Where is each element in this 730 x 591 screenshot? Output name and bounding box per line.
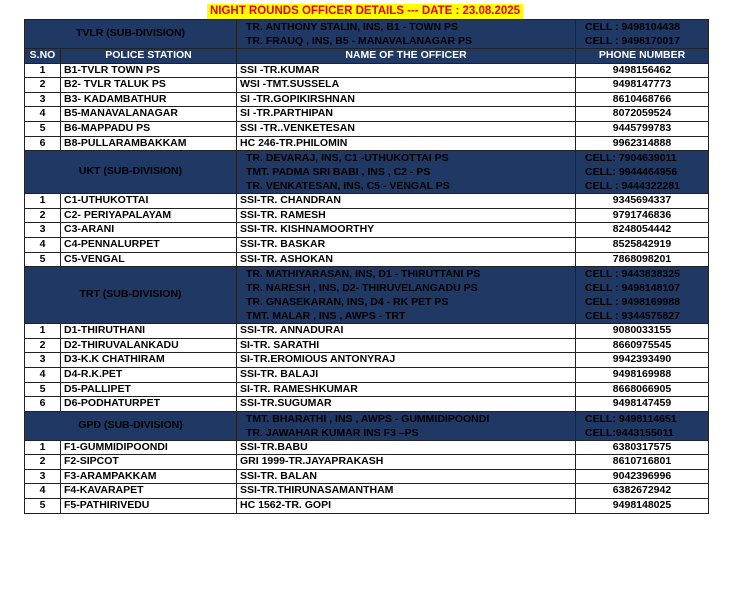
- officer-name: SI -TR.PARTHIPAN: [237, 107, 576, 122]
- table-row: [25, 367, 709, 382]
- phone-number: 9445799783: [576, 121, 709, 136]
- inspector-cell: CELL: 9498114651: [585, 412, 677, 425]
- night-rounds-table: [24, 19, 709, 514]
- serial-number: 2: [25, 338, 61, 353]
- subdivision-label: GPD (SUB-DIVISION): [25, 411, 237, 440]
- police-station: B6-MAPPADU PS: [61, 121, 237, 136]
- police-station: B3- KADAMBATHUR: [61, 92, 237, 107]
- inspector-name: TR. DEVARAJ, INS, C1 -UTHUKOTTAI PS: [246, 152, 449, 165]
- police-station: C4-PENNALURPET: [61, 237, 237, 252]
- officer-name: SI-TR. RAMESHKUMAR: [237, 382, 576, 397]
- phone-number: 9042396996: [576, 469, 709, 484]
- inspector-cell: CELL : 9498170017: [585, 35, 680, 47]
- phone-number: 8660975545: [576, 338, 709, 353]
- table-row: [25, 92, 709, 107]
- phone-number: 8525842919: [576, 237, 709, 252]
- serial-number: 1: [25, 440, 61, 455]
- serial-number: 1: [25, 324, 61, 339]
- serial-number: 3: [25, 469, 61, 484]
- subdivision-row: [25, 20, 709, 49]
- phone-number: 8072059524: [576, 107, 709, 122]
- phone-number: 6382672942: [576, 484, 709, 499]
- police-station: C1-UTHUKOTTAI: [61, 194, 237, 209]
- phone-number: 6380317575: [576, 440, 709, 455]
- table-row: [25, 324, 709, 339]
- inspector-name: TR. GNASEKARAN, INS, D4 - RK PET PS: [246, 296, 449, 309]
- serial-number: 5: [25, 382, 61, 397]
- serial-number: 4: [25, 237, 61, 252]
- title-banner: [0, 1, 730, 19]
- police-station: B8-PULLARAMBAKKAM: [61, 136, 237, 151]
- inspector-name: TR. FRAUQ , INS, B5 - MANAVALANAGAR PS: [246, 35, 472, 47]
- serial-number: 6: [25, 397, 61, 412]
- phone-number: 9498169988: [576, 367, 709, 382]
- inspector-cell: CELL: 9944464956: [585, 166, 678, 179]
- officer-name: SI-TR.EROMIOUS ANTONYRAJ: [237, 353, 576, 368]
- subdivision-row: [25, 411, 709, 440]
- officer-name: SI-TR. SARATHI: [237, 338, 576, 353]
- header-station: POLICE STATION: [61, 49, 237, 64]
- phone-number: 9498148025: [576, 499, 709, 514]
- subdivision-label: TRT (SUB-DIVISION): [25, 267, 237, 324]
- inspector-name: TR. VENKATESAN, INS, C5 - VENGAL PS: [246, 180, 450, 193]
- inspector-name: TR. ANTHONY STALIN, INS, B1 - TOWN PS: [246, 21, 458, 33]
- phone-number: 9942393490: [576, 353, 709, 368]
- police-station: D5-PALLIPET: [61, 382, 237, 397]
- subdivision-label: TVLR (SUB-DIVISION): [25, 20, 237, 49]
- officer-name: HC 246-TR.PHILOMIN: [237, 136, 576, 151]
- police-station: F4-KAVARAPET: [61, 484, 237, 499]
- table-row: [25, 237, 709, 252]
- phone-number: 7868098201: [576, 252, 709, 267]
- police-station: D2-THIRUVALANKADU: [61, 338, 237, 353]
- inspector-name: TMT. MALAR , INS , AWPS - TRT: [246, 310, 406, 323]
- serial-number: 2: [25, 208, 61, 223]
- serial-number: 3: [25, 92, 61, 107]
- inspector-name: TR. MATHIYARASAN, INS, D1 - THIRUTTANI PS: [246, 268, 481, 281]
- police-station: B2- TVLR TALUK PS: [61, 78, 237, 93]
- officer-name: SI -TR.GOPIKIRSHNAN: [237, 92, 576, 107]
- table-row: [25, 382, 709, 397]
- serial-number: 4: [25, 107, 61, 122]
- table-row: [25, 252, 709, 267]
- serial-number: 5: [25, 252, 61, 267]
- serial-number: 3: [25, 353, 61, 368]
- header-sno: S.NO: [25, 49, 61, 64]
- table-row: [25, 194, 709, 209]
- phone-number: 9080033155: [576, 324, 709, 339]
- inspector-cell: CELL: 7904639011: [585, 152, 677, 165]
- police-station: F1-GUMMIDIPOONDI: [61, 440, 237, 455]
- inspector-cell: CELL : 9443838325: [585, 268, 680, 281]
- phone-number: 9791746836: [576, 208, 709, 223]
- officer-name: SSI-TR. ASHOKAN: [237, 252, 576, 267]
- police-station: F2-SIPCOT: [61, 455, 237, 470]
- inspector-name: TR. JAWAHAR KUMAR INS F3 –PS: [246, 426, 419, 439]
- officer-name: SSI-TR. KISHNAMOORTHY: [237, 223, 576, 238]
- inspector-cell: CELL : 9344575827: [585, 310, 680, 323]
- table-row: [25, 121, 709, 136]
- table-row: [25, 469, 709, 484]
- table-row: [25, 63, 709, 78]
- officer-name: SSI-TR. ANNADURAI: [237, 324, 576, 339]
- officer-name: SSI -TR.KUMAR: [237, 63, 576, 78]
- table-row: [25, 353, 709, 368]
- police-station: B5-MANAVALANAGAR: [61, 107, 237, 122]
- serial-number: 3: [25, 223, 61, 238]
- serial-number: 2: [25, 455, 61, 470]
- inspector-cell: CELL : 9498169988: [585, 296, 680, 309]
- phone-number: 9498147773: [576, 78, 709, 93]
- inspector-cell: CELL : 9498104438: [585, 21, 680, 33]
- police-station: B1-TVLR TOWN PS: [61, 63, 237, 78]
- police-station: C5-VENGAL: [61, 252, 237, 267]
- officer-name: SSI-TR. BALAJI: [237, 367, 576, 382]
- inspector-cell: CELL : 9498148107: [585, 282, 680, 295]
- phone-number: 9498156462: [576, 63, 709, 78]
- table-row: [25, 223, 709, 238]
- police-station: C3-ARANI: [61, 223, 237, 238]
- subdivision-label: UKT (SUB-DIVISION): [25, 151, 237, 194]
- officer-name: HC 1562-TR. GOPI: [237, 499, 576, 514]
- phone-number: 9962314888: [576, 136, 709, 151]
- inspector-names: [237, 20, 576, 49]
- police-station: D4-R.K.PET: [61, 367, 237, 382]
- table-row: [25, 338, 709, 353]
- table-row: [25, 136, 709, 151]
- officer-name: SSI-TR. BASKAR: [237, 237, 576, 252]
- inspector-cell: CELL:9443155011: [585, 426, 674, 439]
- header-phone: PHONE NUMBER: [576, 49, 709, 64]
- serial-number: 6: [25, 136, 61, 151]
- phone-number: 8610468766: [576, 92, 709, 107]
- header-officer: NAME OF THE OFFICER: [237, 49, 576, 64]
- table-row: [25, 499, 709, 514]
- inspector-name: TMT. PADMA SRI BABI , INS , C2 - PS: [246, 166, 431, 179]
- inspector-names: [237, 411, 576, 440]
- police-station: D1-THIRUTHANI: [61, 324, 237, 339]
- serial-number: 1: [25, 194, 61, 209]
- police-station: F5-PATHIRIVEDU: [61, 499, 237, 514]
- officer-name: SSI-TR.SUGUMAR: [237, 397, 576, 412]
- inspector-cells: [576, 20, 709, 49]
- inspector-cells: [576, 267, 709, 324]
- serial-number: 5: [25, 121, 61, 136]
- serial-number: 4: [25, 367, 61, 382]
- inspector-name: TMT. BHARATHI , INS , AWPS - GUMMIDIPOONDI: [246, 412, 490, 425]
- phone-number: 8610716801: [576, 455, 709, 470]
- inspector-names: [237, 267, 576, 324]
- officer-name: WSI -TMT.SUSSELA: [237, 78, 576, 93]
- officer-name: SSI-TR. CHANDRAN: [237, 194, 576, 209]
- phone-number: 9498147459: [576, 397, 709, 412]
- phone-number: 9345694337: [576, 194, 709, 209]
- serial-number: 1: [25, 63, 61, 78]
- officer-name: GRI 1999-TR.JAYAPRAKASH: [237, 455, 576, 470]
- serial-number: 2: [25, 78, 61, 93]
- police-station: D6-PODHATURPET: [61, 397, 237, 412]
- inspector-cells: [576, 151, 709, 194]
- inspector-cell: CELL : 9444322281: [585, 180, 680, 193]
- page-title: NIGHT ROUNDS OFFICER DETAILS --- DATE : 23.08.2025: [207, 4, 523, 19]
- table-row: [25, 107, 709, 122]
- inspector-name: TR. NARESH , INS, D2- THIRUVELANGADU PS: [246, 282, 478, 295]
- officer-name: SSI -TR..VENKETESAN: [237, 121, 576, 136]
- officer-name: SSI-TR. BALAN: [237, 469, 576, 484]
- officer-name: SSI-TR.THIRUNASAMANTHAM: [237, 484, 576, 499]
- table-row: [25, 397, 709, 412]
- police-station: F3-ARAMPAKKAM: [61, 469, 237, 484]
- phone-number: 8668066905: [576, 382, 709, 397]
- police-station: D3-K.K CHATHIRAM: [61, 353, 237, 368]
- table-row: [25, 455, 709, 470]
- table-row: [25, 484, 709, 499]
- table-row: [25, 78, 709, 93]
- officer-name: SSI-TR.BABU: [237, 440, 576, 455]
- subdivision-row: [25, 267, 709, 324]
- police-station: C2- PERIYAPALAYAM: [61, 208, 237, 223]
- column-header-row: [25, 49, 709, 64]
- inspector-names: [237, 151, 576, 194]
- phone-number: 8248054442: [576, 223, 709, 238]
- serial-number: 4: [25, 484, 61, 499]
- table-row: [25, 208, 709, 223]
- table-row: [25, 440, 709, 455]
- officer-name: SSI-TR. RAMESH: [237, 208, 576, 223]
- inspector-cells: [576, 411, 709, 440]
- serial-number: 5: [25, 499, 61, 514]
- subdivision-row: [25, 151, 709, 194]
